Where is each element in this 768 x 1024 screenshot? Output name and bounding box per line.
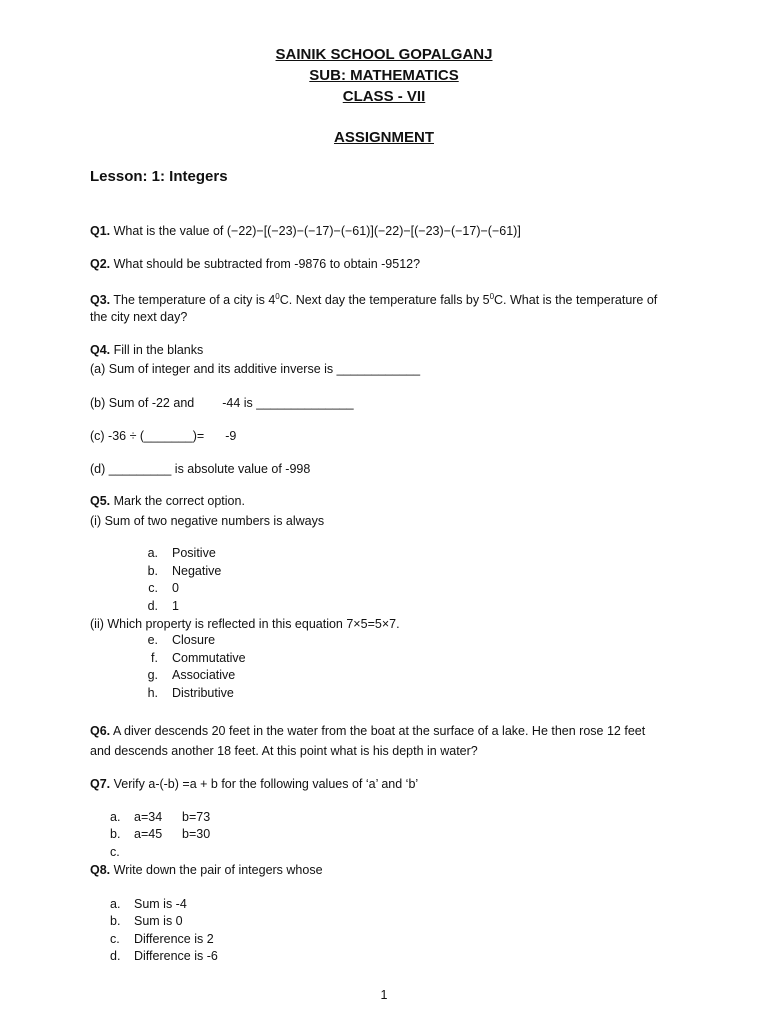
question-4 [90, 340, 690, 360]
question-number: Q5. [90, 494, 111, 508]
blank-b [90, 393, 690, 413]
question-text: Fill in the blanks [110, 343, 204, 357]
option-list-i [125, 545, 221, 615]
question-number: Q1. [90, 224, 111, 238]
question-text: C. Next day the temperature falls by 5 [279, 293, 490, 308]
question-number: Q7. [90, 777, 111, 791]
blank-c-part-1: (c) -36 ÷ (_______)= [90, 429, 205, 443]
question-3-line-2: the city next day? [90, 310, 188, 324]
list-item: g. Associative [147, 668, 236, 682]
question-text: C. What is the temperature of [494, 293, 658, 308]
question-number: Q3. [90, 293, 111, 308]
question-2 [90, 254, 690, 274]
assignment-title: ASSIGNMENT [333, 129, 434, 146]
question-text: What should be subtracted from -9876 to obtain -9512? [110, 257, 421, 271]
question-number: Q4. [90, 343, 111, 357]
blank-c-part-2: -9 [225, 429, 237, 443]
question-6-line-2: and descends another 18 feet. At this point what is his depth in water? [90, 744, 478, 758]
question-7 [90, 774, 690, 794]
list-item: e. Closure [147, 633, 216, 647]
question-text: What is the value of (−22)−[(−23)−(−17)−(−61)](−22)−[(−23)−(−17)−(−61)] [110, 224, 521, 238]
list-item: a. Sum is -4 [110, 897, 187, 911]
blank-c [90, 426, 690, 446]
page-number: 1 [380, 988, 388, 1002]
list-item: a. a=34 b=73 [110, 810, 211, 824]
lesson-title: Lesson: 1: Integers [90, 168, 228, 185]
question-8 [90, 860, 690, 880]
option-list-q8 [110, 896, 218, 965]
list-item: b. a=45 b=30 [110, 827, 211, 842]
list-item: c. [110, 844, 120, 859]
school-name: SAINIK SCHOOL GOPALGANJ [275, 46, 493, 63]
list-item: b. Sum is 0 [110, 914, 183, 929]
question-text: The temperature of a city is 4 [110, 293, 276, 308]
list-item: d. Difference is -6 [110, 948, 218, 963]
blank-b-part-1: (b) Sum of -22 and [90, 396, 195, 410]
question-6 [90, 721, 690, 741]
subject-title: SUB: MATHEMATICS [309, 67, 459, 84]
degree-superscript: 0 [489, 292, 495, 301]
blank-a: (a) Sum of integer and its additive inverse is ____________ [90, 362, 421, 376]
question-text: Write down the pair of integers whose [110, 863, 323, 877]
blank-b-part-2: -44 is ______________ [222, 396, 354, 410]
option-list-q7 [110, 809, 210, 861]
list-item: c. Difference is 2 [110, 931, 214, 946]
question-text: A diver descends 20 feet in the water from the boat at the surface of a lake. He then rose 12 feet [110, 724, 646, 738]
list-item: f. Commutative [151, 650, 246, 665]
class-title: CLASS - VII [342, 88, 426, 105]
question-5-part-i: (i) Sum of two negative numbers is always [90, 514, 325, 528]
list-item: a. Positive [147, 546, 216, 560]
question-5-part-ii: (ii) Which property is reflected in this equation 7×5=5×7. [90, 617, 400, 631]
question-number: Q6. [90, 724, 111, 738]
question-number: Q8. [90, 863, 111, 877]
list-item: c. 0 [148, 581, 179, 595]
list-item: h. Distributive [147, 685, 234, 700]
list-item: d. 1 [147, 598, 179, 613]
question-text: Mark the correct option. [110, 494, 245, 508]
question-5 [90, 491, 690, 511]
blank-d: (d) _________ is absolute value of -998 [90, 462, 311, 476]
question-number: Q2. [90, 257, 111, 271]
degree-superscript: 0 [275, 292, 280, 301]
question-1 [90, 221, 690, 241]
question-text: Verify a-(-b) =a + b for the following values of ‘a’ and ‘b’ [110, 777, 419, 791]
option-list-ii [125, 632, 246, 702]
list-item: b. Negative [147, 563, 222, 578]
